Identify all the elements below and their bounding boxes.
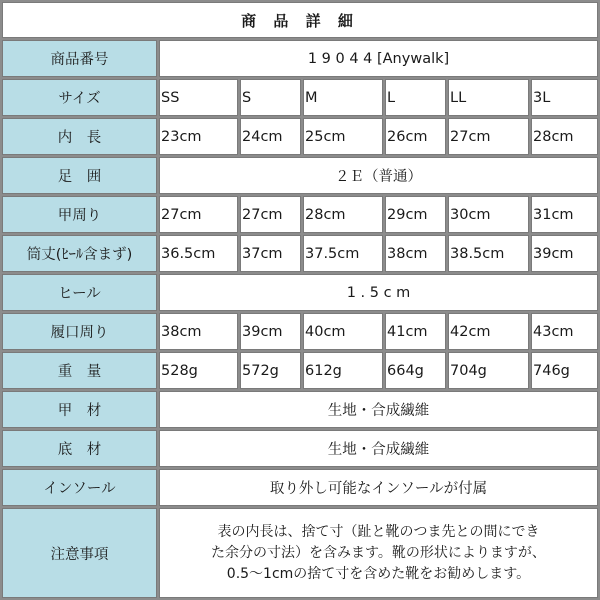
row-label: 甲周り [2,196,157,233]
size-cell: 40cm [303,313,383,350]
size-cell: M [303,79,383,116]
size-cell: 28cm [303,196,383,233]
row-value: 1 9 0 4 4 [Anywalk] [159,40,598,77]
size-cell: 25cm [303,118,383,155]
row-label: インソール [2,469,157,506]
size-cell: 37.5cm [303,235,383,272]
size-cell: 27cm [240,196,301,233]
size-cell: 612g [303,352,383,389]
size-cell: 38cm [159,313,238,350]
row-label: 商品番号 [2,40,157,77]
size-cell: 37cm [240,235,301,272]
size-cell: 39cm [240,313,301,350]
note-line: 0.5～1cmの捨て寸を含めた靴をお勧めします。 [226,565,531,582]
row-value: 取り外し可能なインソールが付属 [159,469,598,506]
size-cell: 704g [448,352,529,389]
table-title: 商 品 詳 細 [2,2,598,38]
size-cell: SS [159,79,238,116]
size-cell: 31cm [531,196,598,233]
row-value: ２Ｅ（普通） [159,157,598,194]
size-cell: 26cm [385,118,446,155]
size-cell: 27cm [448,118,529,155]
size-cell: 38.5cm [448,235,529,272]
row-label: 重 量 [2,352,157,389]
row-label: 内 長 [2,118,157,155]
row-label: 足 囲 [2,157,157,194]
size-cell: LL [448,79,529,116]
size-cell: 29cm [385,196,446,233]
size-cell: 41cm [385,313,446,350]
row-label: 履口周り [2,313,157,350]
size-cell: 30cm [448,196,529,233]
row-value: 生地・合成繊維 [159,391,598,428]
row-label: サイズ [2,79,157,116]
row-label: 底 材 [2,430,157,467]
size-cell: 28cm [531,118,598,155]
row-label: ヒール [2,274,157,311]
size-cell: 3L [531,79,598,116]
notes-cell [159,508,598,598]
size-cell: 39cm [531,235,598,272]
size-cell: 27cm [159,196,238,233]
row-label: 筒丈(ﾋｰﾙ含まず) [2,235,157,272]
size-cell: 36.5cm [159,235,238,272]
size-cell: S [240,79,301,116]
size-cell: 43cm [531,313,598,350]
size-cell: 23cm [159,118,238,155]
size-cell: 38cm [385,235,446,272]
row-label: 甲 材 [2,391,157,428]
row-label: 注意事項 [2,508,157,598]
row-value: 1 . 5 c m [159,274,598,311]
size-cell: 24cm [240,118,301,155]
size-cell: 572g [240,352,301,389]
note-line: た余分の寸法）を含みます。靴の形状によりますが、 [211,544,546,561]
row-value: 生地・合成繊維 [159,430,598,467]
size-cell: 746g [531,352,598,389]
size-cell: L [385,79,446,116]
size-cell: 42cm [448,313,529,350]
size-cell: 528g [159,352,238,389]
note-line: 表の内長は、捨て寸（趾と靴のつま先との間にでき [217,523,540,540]
size-cell: 664g [385,352,446,389]
